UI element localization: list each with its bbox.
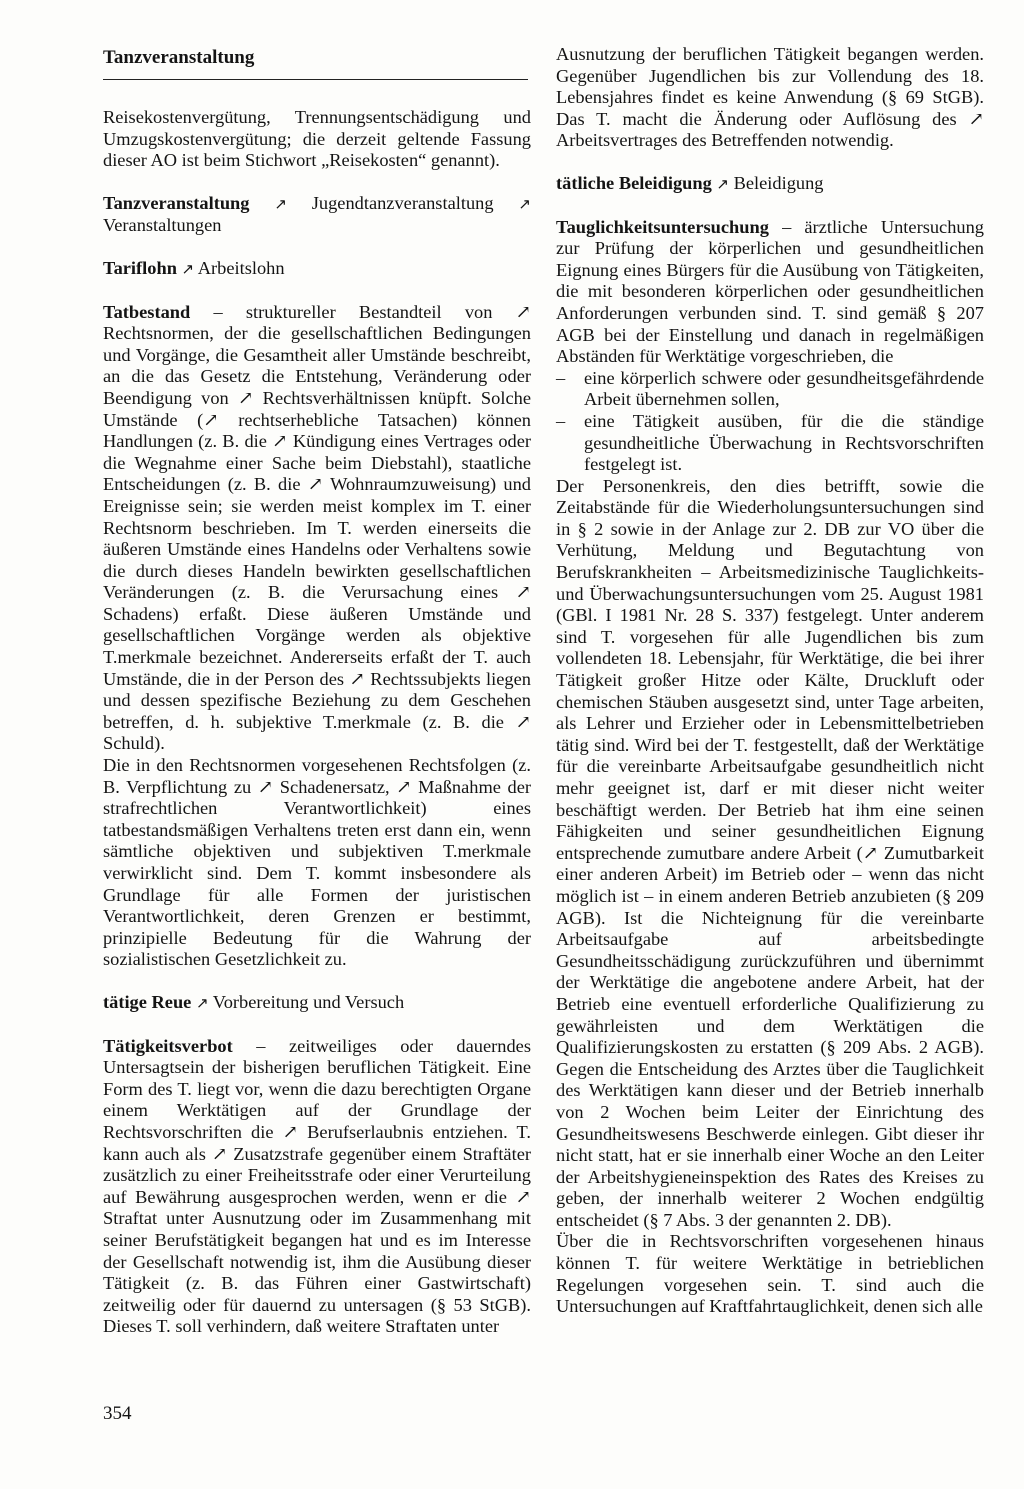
entry-paragraph: Der Personenkreis, den dies betrifft, sowie die Zeitabstände für die Wiederholungsuntersuchungen sind in § 2 sowie in der Anlage zur 2. DB zur VO über die Verhütung, Meldung und Begutachtung von Berufskrankheiten – Arbeitsmedizinische Tauglichkeits- und Überwachungsuntersuchungen vom 25. August 1981 (GBl. I 1981 Nr. 28 S. 337) festgelegt. Unter anderem sind T. vorgesehen für alle Jugendlichen bis zum vollendeten 18. Lebensjahr, für Werktätige, die bei ihrer Tätigkeit großer Hitze oder Kälte, Druckluft oder chemischen Stäuben ausgesetzt sind, unter Tage arbeiten, als Lehrer und Erzieher oder in Lebensmittelbetrieben tätig sind. Wird bei der T. festgestellt, daß der Werktätige für die vereinbarte Arbeitsaufgabe gesundheitlich nicht mehr geeignet ist, darf er mit dieser nicht weiter beschäftigt werden. Der Betrieb hat ihm eine seinen Fähigkeiten und seiner gesundheitlichen Eignung entsprechende zumutbare andere Arbeit (↗ Zumutbarkeit einer anderen Arbeit) im Betrieb oder – wenn das nicht möglich ist – in einem anderen Betrieb anzubieten (§ 209 AGB). Ist die Nichteignung für die vereinbarte Arbeitsaufgabe auf arbeitsbedingte Gesundheitsschädigung zurückzuführen und übernimmt der Werktätige die angebotene andere Arbeit, hat der Betrieb eine eventuell erforderliche Qualifizierung zu gewährleisten und dem Werktätigen die Qualifizierungskosten zu erstatten (§ 209 Abs. 2 AGB). Gegen die Entscheidung des Arztes über die Tauglichkeit des Werktätigen kann dieser und der Betrieb innerhalb von 2 Wochen beim Leiter der Einrichtung des Gesundheitswesens Beschwerde einlegen. Gibt dieser ihr nicht statt, hat er sie innerhalb einer Woche an den Leiter der Arbeitshygieneinspektion des Rates des Kreises zu geben, der innerhalb weiterer 2 Wochen endgültig entscheidet (§ 7 Abs. 3 der genannten 2. DB).	[556, 475, 984, 1230]
entry-definition: – zeitweiliges oder dauerndes Untersagtsein der bisherigen beruflichen Tätigkeit. Eine Form des T. liegt vor, wenn die dazu berechtigten Organe einem Werktätigen auf der Grundlage der Rechtsvorschriften die ↗ Berufserlaubnis entziehen. T. kann auch als ↗ Zusatzstrafe gegenüber einem Straftäter zusätzlich zu einer Freiheitsstrafe oder einer Verurteilung auf Bewährung ausgesprochen werden, wenn er die ↗ Straftat unter Ausnutzung oder im Zusammenhang mit seiner Berufstätigkeit begangen hat und es im Interesse der Gesellschaft notwendig ist, ihm die Ausübung dieser Tätigkeit (z. B. das Führen einer Gastwirtschaft) zeitweilig oder für dauernd zu untersagen (§ 53 StGB). Dieses T. soll verhindern, daß weitere Straftaten unter	[103, 1035, 531, 1337]
list-item	[556, 368, 984, 411]
entry-taetige-reue	[103, 992, 531, 1015]
entry-taetliche-beleidigung	[556, 173, 984, 196]
requirement-list	[556, 368, 984, 476]
cross-reference-text: Jugendtanzveranstaltung	[311, 192, 494, 213]
entry-term: tätige Reue	[103, 991, 192, 1012]
cross-reference-text: Veranstaltungen	[103, 215, 222, 236]
header-rule	[103, 79, 528, 80]
entry-paragraph: Über die in Rechtsvorschriften vorgesehenen hinaus können T. für weitere Werktätige in betrieblichen Regelungen vorgesehen sein. T. sind auch die Untersuchungen auf Kraftfahrtauglichkeit, denen sich alle	[556, 1231, 984, 1317]
dash-bullet: –	[556, 410, 566, 431]
entry-tauglichkeitsuntersuchung	[556, 217, 984, 368]
cross-reference-text: Arbeitslohn	[197, 257, 285, 278]
entry-tariflohn	[103, 258, 531, 281]
continued-paragraph: Ausnutzung der beruflichen Tätigkeit begangen werden. Gegenüber Jugendlichen bis zur Vollendung des 18. Lebensjahres findet es keine Anwendung (§ 69 StGB). Das T. macht die Änderung oder Auflösung des ↗ Arbeitsvertrages des Betreffenden notwendig.	[556, 44, 984, 151]
entry-term: tätliche Beleidigung	[556, 172, 712, 193]
cross-reference-text: Beleidigung	[733, 172, 824, 193]
entry-tatbestand	[103, 302, 531, 755]
right-column	[556, 44, 984, 1318]
running-header: Tanzveranstaltung	[103, 47, 255, 68]
list-item-text: eine Tätigkeit ausüben, für die die ständige gesundheitliche Überwachung in Rechtsvorschriften festgelegt ist.	[584, 410, 984, 475]
entry-term: Tariflohn	[103, 257, 177, 278]
dash-bullet: –	[556, 367, 566, 388]
cross-reference-arrow-icon: ↗	[518, 194, 531, 213]
cross-reference-arrow-icon: ↗	[181, 259, 195, 278]
entry-tanzveranstaltung	[103, 193, 531, 237]
entry-term: Tauglichkeitsuntersuchung	[556, 216, 769, 237]
list-item	[556, 411, 984, 476]
cross-reference-arrow-icon: ↗	[274, 194, 287, 213]
entry-taetigkeitsverbot	[103, 1036, 531, 1338]
entry-definition: – struktureller Bestandteil von ↗ Rechtsnormen, der die gesellschaftlichen Bedingungen und Vorgänge, die Gesamtheit aller Umstände beschreibt, an die das Gesetz die Entstehung, Veränderung oder Beendigung von ↗ Rechtsverhältnissen knüpft. Solche Umstände (↗ rechtserhebliche Tatsachen) können Handlungen (z. B. die ↗ Kündigung eines Vertrages oder die Wegnahme einer Sache beim Diebstahl), staatliche Entscheidungen (z. B. die ↗ Wohnraumzuweisung) und Ereignisse sein; sie werden meist komplex im T. einer Rechtsnorm beschrieben. Im T. werden einerseits die äußeren Umstände eines Handelns oder Verhaltens sowie die durch dieses Handeln bewirkten gesellschaftlichen Veränderungen (z. B. die Verursachung eines ↗ Schadens) erfaßt. Diese äußeren Umstände und gesellschaftlichen Vorgänge werden als objektive T.merkmale bezeichnet. Andererseits erfaßt der T. auch Umstände, die in der Person des ↗ Rechtssubjekts liegen und dessen spezifische Beziehung zu dem Geschehen betreffen, d. h. subjektive T.merkmale (z. B. die ↗ Schuld).	[103, 301, 531, 754]
cross-reference-arrow-icon: ↗	[195, 993, 209, 1012]
page-number: 354	[103, 1403, 132, 1424]
left-column	[103, 107, 531, 1338]
entry-paragraph: Die in den Rechtsnormen vorgesehenen Rechtsfolgen (z. B. Verpflichtung zu ↗ Schadenersatz, ↗ Maßnahme der strafrechtlichen Verantwortlichkeit) eines tatbestandsmäßigen Verhaltens treten erst dann ein, wenn sämtliche objektiven und subjektiven T.merkmale verwirklicht sind. Dem T. kommt insbesondere als Grundlage für alle Formen der juristischen Verantwortlichkeit, deren Grenzen er bestimmt, prinzipielle Bedeutung für die Wahrung der sozialistischen Gesetzlichkeit zu.	[103, 755, 531, 970]
cross-reference-text: Vorbereitung und Versuch	[212, 991, 405, 1012]
list-item-text: eine körperlich schwere oder gesundheitsgefährdende Arbeit übernehmen sollen,	[584, 367, 984, 410]
continued-paragraph: Reisekostenvergütung, Trennungsentschädigung und Umzugskostenvergütung; die derzeit geltende Fassung dieser AO ist beim Stichwort „Reisekosten“ genannt).	[103, 107, 531, 171]
entry-term: Tanzveranstaltung	[103, 192, 250, 213]
cross-reference-arrow-icon: ↗	[716, 174, 729, 193]
entry-definition: – ärztliche Untersuchung zur Prüfung der körperlichen und gesundheitlichen Eignung eines Bürgers für die Ausübung von Tätigkeiten, die mit besonderen körperlichen oder gesundheitlichen Anforderungen verbunden sind. T. sind gemäß § 207 AGB bei der Einstellung und danach in regelmäßigen Abständen für Werktätige vorgeschrieben, die	[556, 216, 984, 367]
entry-term: Tätigkeitsverbot	[103, 1035, 233, 1056]
entry-term: Tatbestand	[103, 301, 191, 322]
